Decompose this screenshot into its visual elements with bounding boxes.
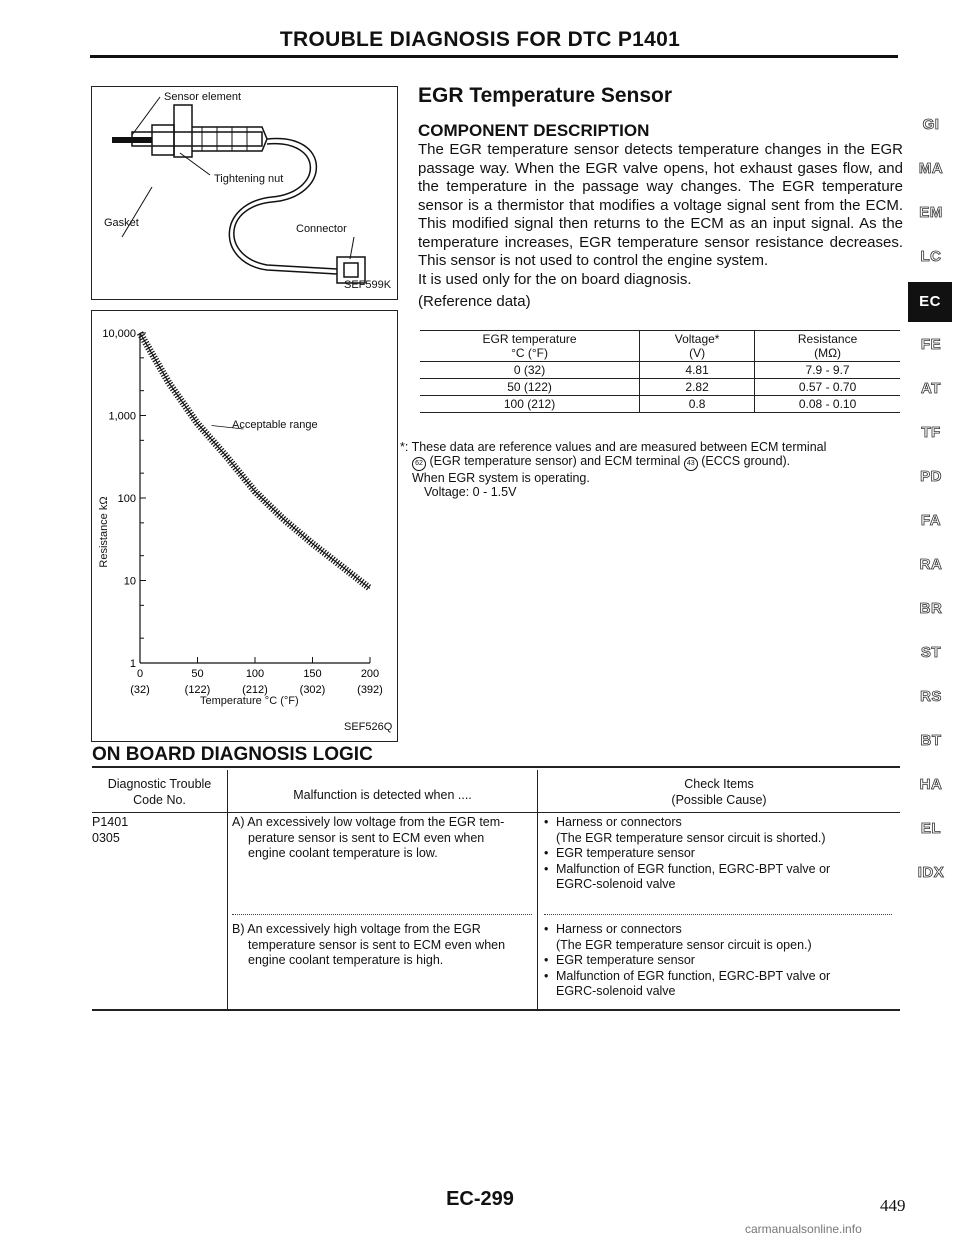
x-tick-label: 50 bbox=[191, 668, 204, 680]
ref-header-temp: EGR temperature °C (°F) bbox=[420, 331, 640, 362]
figure-code: SEF599K bbox=[344, 279, 392, 291]
reference-table bbox=[420, 330, 900, 413]
list-item: • Malfunction of EGR function, EGRC-BPT valve or bbox=[544, 969, 900, 985]
list-item: • Harness or connectors bbox=[544, 815, 900, 831]
col-header-malfunction: Malfunction is detected when .... bbox=[293, 788, 472, 802]
dtc-code: P1401 0305 bbox=[92, 815, 129, 845]
section-heading: EGR Temperature Sensor bbox=[418, 84, 673, 107]
index-tab-st[interactable]: ST bbox=[920, 644, 942, 661]
x-tick-label-f: (392) bbox=[357, 684, 383, 696]
list-item: • EGR temperature sensor bbox=[544, 953, 900, 969]
checks-b bbox=[544, 922, 900, 1000]
index-tab-ec[interactable]: EC bbox=[908, 282, 952, 322]
index-tab-br[interactable]: BR bbox=[919, 600, 943, 617]
label-connector: Connector bbox=[296, 223, 347, 235]
terminal-a-icon: 62 bbox=[412, 457, 426, 471]
index-tab-gi[interactable]: GI bbox=[922, 116, 940, 133]
index-tab-ha[interactable]: HA bbox=[919, 776, 943, 793]
index-tab-tf[interactable]: TF bbox=[921, 424, 941, 441]
row-divider bbox=[544, 914, 892, 915]
list-item: • Malfunction of EGR function, EGRC-BPT valve or bbox=[544, 862, 900, 878]
label-tightening-nut: Tightening nut bbox=[214, 173, 284, 185]
index-tab-fa[interactable]: FA bbox=[920, 512, 942, 529]
x-tick-label-f: (122) bbox=[184, 684, 211, 696]
resistance-chart bbox=[92, 311, 397, 741]
x-tick-label: 200 bbox=[360, 668, 380, 680]
ref-header-resistance: Resistance (MΩ) bbox=[755, 331, 900, 362]
series-line bbox=[140, 333, 370, 589]
sensor-illustration bbox=[91, 86, 398, 300]
index-tab-at[interactable]: AT bbox=[921, 380, 941, 397]
y-tick-label: 1 bbox=[129, 658, 136, 670]
index-tab-el[interactable]: EL bbox=[920, 820, 942, 837]
row-divider bbox=[232, 914, 532, 915]
index-tab-lc[interactable]: LC bbox=[920, 248, 942, 265]
list-item: EGRC-solenoid valve bbox=[556, 984, 676, 998]
component-description: The EGR temperature sensor detects temperature changes in the EGR passage way. When the EGR valve opens, hot exhaust gases flow, and the temperature in the passage way changes. The EGR temperature sensor is a thermistor that modifies a voltage signal sent from the ECM. This modified signal then returns to the ECM as an input signal. As the temperature increases, EGR temperature sensor resistance decreases. This sensor is not used to control the engine system. bbox=[418, 141, 903, 269]
index-tab-pd[interactable]: PD bbox=[920, 468, 942, 485]
label-sensor-element: Sensor element bbox=[164, 91, 242, 103]
watermark: carmanualsonline.info bbox=[745, 1222, 862, 1236]
index-tab-ma[interactable]: MA bbox=[918, 160, 944, 177]
x-tick-label: 150 bbox=[303, 668, 322, 680]
malfunction-b: B) An excessively high voltage from the EGR temperature sensor is sent to ECM even when engine coolant temperature is high. bbox=[232, 922, 506, 967]
component-section bbox=[418, 84, 903, 312]
index-tab-em[interactable]: EM bbox=[919, 204, 943, 221]
y-tick-label: 1,000 bbox=[108, 410, 136, 423]
sensor-drawing bbox=[92, 87, 397, 299]
list-item: • Harness or connectors bbox=[544, 922, 900, 938]
index-tab-fe[interactable]: FE bbox=[920, 336, 942, 353]
list-item: EGRC-solenoid valve bbox=[556, 877, 676, 891]
y-tick-label: 100 bbox=[117, 493, 136, 505]
ref-header-voltage: Voltage* (V) bbox=[640, 331, 755, 362]
x-tick-label: 100 bbox=[245, 668, 265, 680]
reference-note: *: These data are reference values and are measured between ECM terminal 62 (EGR temperature sensor) and ECM terminal 43 (ECCS ground). When EGR system is operating. Voltage: 0 - 1.5V bbox=[400, 440, 827, 499]
terminal-b-icon: 43 bbox=[684, 457, 698, 471]
x-tick-label-f: (212) bbox=[242, 684, 268, 696]
col-header-check: Check Items (Possible Cause) bbox=[671, 777, 767, 807]
diagnosis-table bbox=[92, 770, 900, 1011]
on-board-heading: ON BOARD DIAGNOSIS LOGIC bbox=[92, 744, 373, 765]
acceptable-range-band bbox=[140, 333, 370, 589]
table-row: 50 (122) 2.82 0.57 - 0.70 bbox=[420, 379, 900, 396]
index-tab-idx[interactable]: IDX bbox=[917, 864, 945, 881]
x-tick-label-f: (32) bbox=[130, 684, 150, 696]
col-header-code: Diagnostic Trouble Code No. bbox=[107, 777, 212, 807]
table-row: 100 (212) 0.8 0.08 - 0.10 bbox=[420, 396, 900, 413]
malfunction-a: A) An excessively low voltage from the EGR tem- perature sensor is sent to ECM even when engine coolant temperature is low. bbox=[232, 815, 505, 860]
page-code: EC-299 bbox=[446, 1188, 514, 1210]
index-tab-ra[interactable]: RA bbox=[919, 556, 943, 573]
y-axis-label: Resistance kΩ bbox=[98, 496, 110, 568]
list-item: • EGR temperature sensor bbox=[544, 846, 900, 862]
on-board-rule bbox=[92, 766, 900, 768]
x-tick-label-f: (302) bbox=[299, 684, 326, 696]
title-rule bbox=[90, 55, 898, 58]
page-number: 449 bbox=[880, 1196, 906, 1215]
reference-label: (Reference data) bbox=[418, 293, 531, 310]
reference-table-wrap bbox=[420, 330, 900, 413]
list-item: (The EGR temperature sensor circuit is open.) bbox=[556, 937, 812, 952]
component-note: It is used only for the on board diagnosis. bbox=[418, 270, 692, 288]
checks-a bbox=[544, 815, 900, 893]
label-gasket: Gasket bbox=[104, 217, 139, 229]
page-title: TROUBLE DIAGNOSIS FOR DTC P1401 bbox=[279, 28, 681, 51]
y-tick-label: 10 bbox=[123, 575, 136, 588]
chart-code: SEF526Q bbox=[344, 721, 393, 733]
y-tick-label: 10,000 bbox=[102, 328, 136, 340]
x-axis-label: Temperature °C (°F) bbox=[200, 695, 299, 707]
list-item: (The EGR temperature sensor circuit is shorted.) bbox=[556, 830, 826, 845]
x-tick-label: 0 bbox=[136, 668, 144, 680]
chart-annotation: Acceptable range bbox=[232, 419, 318, 431]
index-tab-bt[interactable]: BT bbox=[920, 732, 942, 749]
resistance-chart-frame bbox=[91, 310, 398, 742]
component-heading: COMPONENT DESCRIPTION bbox=[418, 121, 650, 140]
index-tab-rs[interactable]: RS bbox=[920, 688, 942, 705]
table-row: 0 (32) 4.81 7.9 - 9.7 bbox=[420, 362, 900, 379]
